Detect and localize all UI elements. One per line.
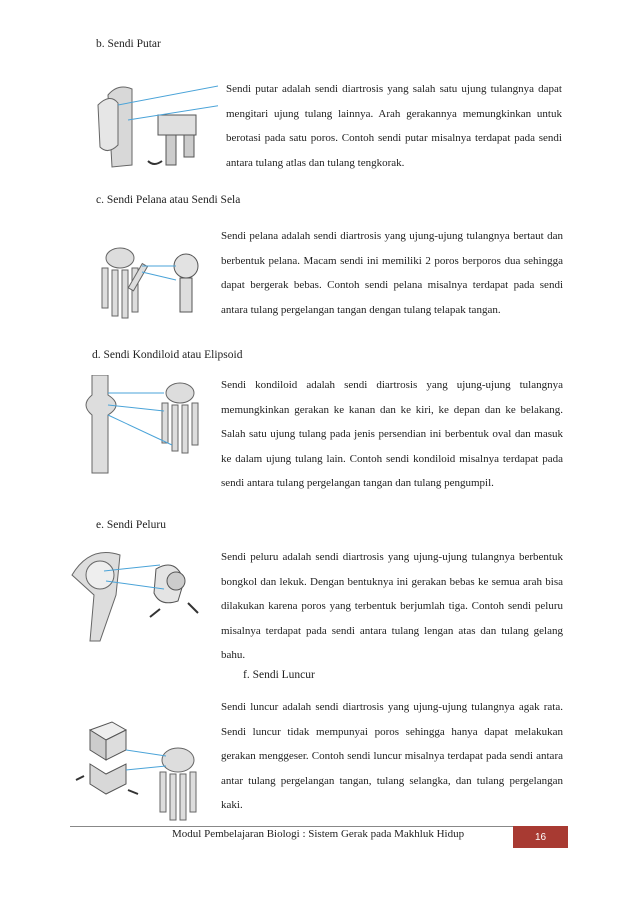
condyloid-joint-figure	[84, 375, 218, 480]
paragraph-sendi-peluru: Sendi peluru adalah sendi diartrosis yang ujung-ujung tulangnya berbentuk bongkol dan lekuk. Dengan bentuknya ini gerakan bebas ke semua arah bisa dilakukan karena poros yang terbentuk berjumlah tiga. Contoh sendi peluru misalnya terdapat pada sendi antara tulang lengan atas dan tulang gelang bahu.	[221, 551, 563, 661]
heading-sendi-kondiloid: d. Sendi Kondiloid atau Elipsoid	[92, 349, 243, 361]
saddle-joint-figure	[82, 228, 216, 328]
pivot-joint-figure	[88, 75, 218, 175]
page-number: 16	[513, 826, 568, 848]
heading-sendi-peluru: e. Sendi Peluru	[96, 519, 166, 531]
heading-sendi-luncur: f. Sendi Luncur	[243, 669, 315, 681]
footer-divider	[70, 826, 568, 827]
gliding-joint-figure	[66, 720, 216, 825]
paragraph-sendi-luncur: Sendi luncur adalah sendi diartrosis yang ujung-ujung tulangnya agak rata. Sendi luncur tidak mempunyai poros sehingga hanya dapat melakukan gerakan menggeser. Contoh sendi luncur misalnya terdapat pada sendi antara antar tulang pergelangan tangan, tulang selangka, dan tulang pergelangan kaki.	[221, 701, 563, 811]
footer-title: Modul Pembelajaran Biologi : Sistem Gerak pada Makhluk Hidup	[172, 828, 465, 840]
ball-socket-joint-figure	[60, 545, 216, 653]
heading-sendi-pelana: c. Sendi Pelana atau Sendi Sela	[96, 194, 241, 206]
heading-sendi-putar: b. Sendi Putar	[96, 38, 161, 50]
paragraph-sendi-putar: Sendi putar adalah sendi diartrosis yang salah satu ujung tulangnya dapat mengitari ujung tulang lainnya. Arah gerakannya memungkinkan untuk berotasi pada satu poros. Contoh sendi putar misalnya terdapat pada sendi antara tulang atlas dan tulang tengkorak.	[226, 83, 562, 169]
paragraph-sendi-pelana: Sendi pelana adalah sendi diartrosis yang ujung-ujung tulangnya bertaut dan berbentuk pelana. Macam sendi ini memiliki 2 poros berporos dua sehingga dapat bergerak bebas. Contoh sendi pelana misalnya terdapat pada sendi antara tulang pergelangan tangan dengan tulang telapak tangan.	[221, 230, 563, 316]
paragraph-sendi-kondiloid: Sendi kondiloid adalah sendi diartrosis yang ujung-ujung tulangnya memungkinkan gerakan ke kanan dan ke kiri, ke depan dan ke belakang. Salah satu ujung tulang pada jenis persendian ini berbentuk oval dan masuk ke dalam ujung tulang lain. Contoh sendi kondiloid misalnya terdapat pada sendi antara tulang pergelangan tangan dan tulang pengumpil.	[221, 379, 563, 489]
